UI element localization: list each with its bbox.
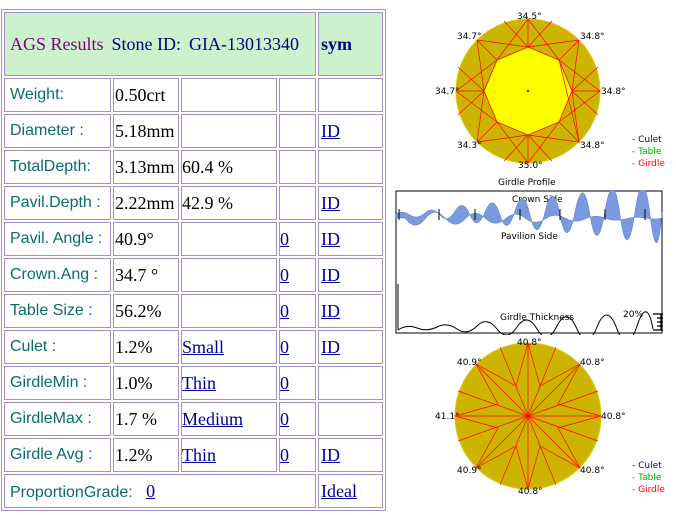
row-value-secondary[interactable] (181, 330, 277, 364)
row-score-cell (279, 402, 316, 436)
row-value: 1.0% (113, 366, 179, 400)
pavilion-angle-bottom-left: 40.9° (457, 466, 482, 476)
table-row (4, 294, 383, 328)
row-label: Culet : (4, 330, 111, 364)
table-row (4, 222, 383, 256)
row-id-link[interactable]: ID (321, 228, 340, 249)
pavilion-angle-top: 40.8° (517, 338, 542, 348)
row-id-cell (318, 114, 383, 148)
row-id-cell (318, 438, 383, 472)
proportion-grade-score[interactable]: 0 (146, 480, 156, 501)
row-score-cell (279, 150, 316, 184)
crown-angle-left: 34.7° (435, 87, 460, 97)
row-label: Table Size : (4, 294, 111, 328)
row-value-secondary (181, 294, 277, 328)
row-id-cell (318, 78, 383, 112)
row-score-cell (279, 438, 316, 472)
row-value-secondary (181, 78, 277, 112)
proportion-grade-label: ProportionGrade: (10, 483, 133, 501)
row-value-secondary[interactable] (181, 438, 277, 472)
pavilion-angle-top-left: 40.9° (457, 358, 482, 368)
row-score-link[interactable]: 0 (280, 300, 289, 321)
row-label: GirdleMax : (4, 402, 111, 436)
row-id-link[interactable]: ID (321, 264, 340, 285)
table-row (4, 78, 383, 112)
row-value: 1.2% (113, 438, 179, 472)
row-id-cell (318, 294, 383, 328)
pavilion-legend-table: - Table (632, 473, 662, 483)
table-row (4, 258, 383, 292)
pavilion-angle-right: 40.8° (601, 412, 626, 422)
row-value: 1.7 % (113, 402, 179, 436)
girdle-profile-title: Girdle Profile (498, 178, 556, 188)
ags-results-title: AGS Results (10, 33, 104, 54)
table-row (4, 114, 383, 148)
proportion-row (4, 474, 383, 508)
row-value-secondary[interactable] (181, 402, 277, 436)
table-row (4, 150, 383, 184)
row-label: Pavil.Depth : (4, 186, 111, 220)
row-label: Crown.Ang : (4, 258, 111, 292)
pavilion-angle-left: 41.1° (435, 412, 460, 422)
row-id-cell (318, 258, 383, 292)
stone-id-label: Stone ID: (111, 33, 182, 54)
pavilion-legend-girdle: - Girdle (632, 485, 665, 495)
girdle-thickness-label: Girdle Thickness (500, 313, 575, 323)
row-id-link[interactable]: ID (321, 300, 340, 321)
row-score-cell (279, 294, 316, 328)
row-value: 34.7 ° (113, 258, 179, 292)
row-score-cell (279, 222, 316, 256)
crown-angle-bottom-right: 34.8° (580, 141, 605, 151)
crown-angle-bottom: 35.0° (518, 161, 543, 171)
row-label: Pavil. Angle : (4, 222, 111, 256)
row-grade-link[interactable]: Thin (182, 444, 216, 465)
row-score-cell (279, 258, 316, 292)
row-score-cell (279, 114, 316, 148)
row-score-cell (279, 330, 316, 364)
row-score-link[interactable]: 0 (280, 264, 289, 285)
table-row (4, 330, 383, 364)
row-id-link[interactable]: ID (321, 444, 340, 465)
row-value-secondary (181, 114, 277, 148)
legend-girdle: - Girdle (632, 159, 665, 169)
table-row (4, 438, 383, 472)
row-value-secondary (181, 222, 277, 256)
row-value: 0.50crt (113, 78, 179, 112)
row-grade-link[interactable]: Medium (182, 408, 243, 429)
table-row (4, 366, 383, 400)
ideal-cell (318, 474, 383, 508)
pavilion-diagram (420, 336, 676, 500)
row-id-cell (318, 150, 383, 184)
pavilion-legend-culet: - Culet (632, 461, 662, 471)
row-id-cell (318, 186, 383, 220)
crown-side-label: Crown Side (512, 195, 563, 205)
crown-angle-bottom-left: 34.3° (457, 141, 482, 151)
row-value-secondary (181, 258, 277, 292)
row-label: Weight: (4, 78, 111, 112)
row-label: GirdleMin : (4, 366, 111, 400)
row-score-link[interactable]: 0 (280, 408, 289, 429)
row-id-link[interactable]: ID (321, 120, 340, 141)
results-header (4, 12, 316, 76)
table-row (4, 402, 383, 436)
row-score-cell (279, 78, 316, 112)
pavilion-side-label: Pavilion Side (501, 232, 558, 242)
culet-dot (527, 90, 529, 92)
row-value: 40.9° (113, 222, 179, 256)
sym-header: sym (318, 12, 383, 76)
row-value: 56.2% (113, 294, 179, 328)
row-id-cell (318, 222, 383, 256)
row-value-secondary: 60.4 % (181, 150, 277, 184)
row-id-cell (318, 330, 383, 364)
pavilion-angle-top-right: 40.8° (580, 358, 605, 368)
crown-angle-top: 34.5° (517, 12, 542, 22)
pavilion-angle-bottom-right: 40.8° (580, 466, 605, 476)
row-score-link[interactable]: 0 (280, 228, 289, 249)
row-id-cell (318, 366, 383, 400)
ags-results-table (1, 9, 386, 511)
row-id-link[interactable]: ID (321, 336, 340, 357)
girdle-profile-panel (395, 190, 665, 335)
row-label: Girdle Avg : (4, 438, 111, 472)
legend-culet: - Culet (632, 135, 662, 145)
row-value: 5.18mm (113, 114, 179, 148)
row-id-cell (318, 402, 383, 436)
row-id-link[interactable]: ID (321, 192, 340, 213)
proportion-grade-cell (4, 474, 316, 508)
row-value: 2.22mm (113, 186, 179, 220)
row-score-link[interactable]: 0 (280, 444, 289, 465)
row-value-secondary: 42.9 % (181, 186, 277, 220)
row-score-cell (279, 186, 316, 220)
row-grade-link[interactable]: Small (182, 336, 225, 357)
pavilion-angle-bottom: 40.8° (518, 487, 543, 497)
crown-diagram (420, 5, 676, 190)
row-label: Diameter : (4, 114, 111, 148)
row-value-secondary[interactable] (181, 366, 277, 400)
row-score-link[interactable]: 0 (280, 372, 289, 393)
girdle-thickness-pct: 20% (623, 310, 644, 320)
row-label: TotalDepth: (4, 150, 111, 184)
ideal-grade-link[interactable]: Ideal (321, 480, 357, 501)
row-score-link[interactable]: 0 (280, 336, 289, 357)
row-grade-link[interactable]: Thin (182, 372, 216, 393)
table-row (4, 186, 383, 220)
row-value: 3.13mm (113, 150, 179, 184)
row-value: 1.2% (113, 330, 179, 364)
crown-angle-right: 34.8° (601, 87, 626, 97)
crown-angle-top-left: 34.7° (457, 32, 482, 42)
row-score-cell (279, 366, 316, 400)
stone-id-value: GIA-13013340 (189, 33, 300, 54)
legend-table: - Table (632, 147, 662, 157)
crown-angle-top-right: 34.8° (580, 32, 605, 42)
